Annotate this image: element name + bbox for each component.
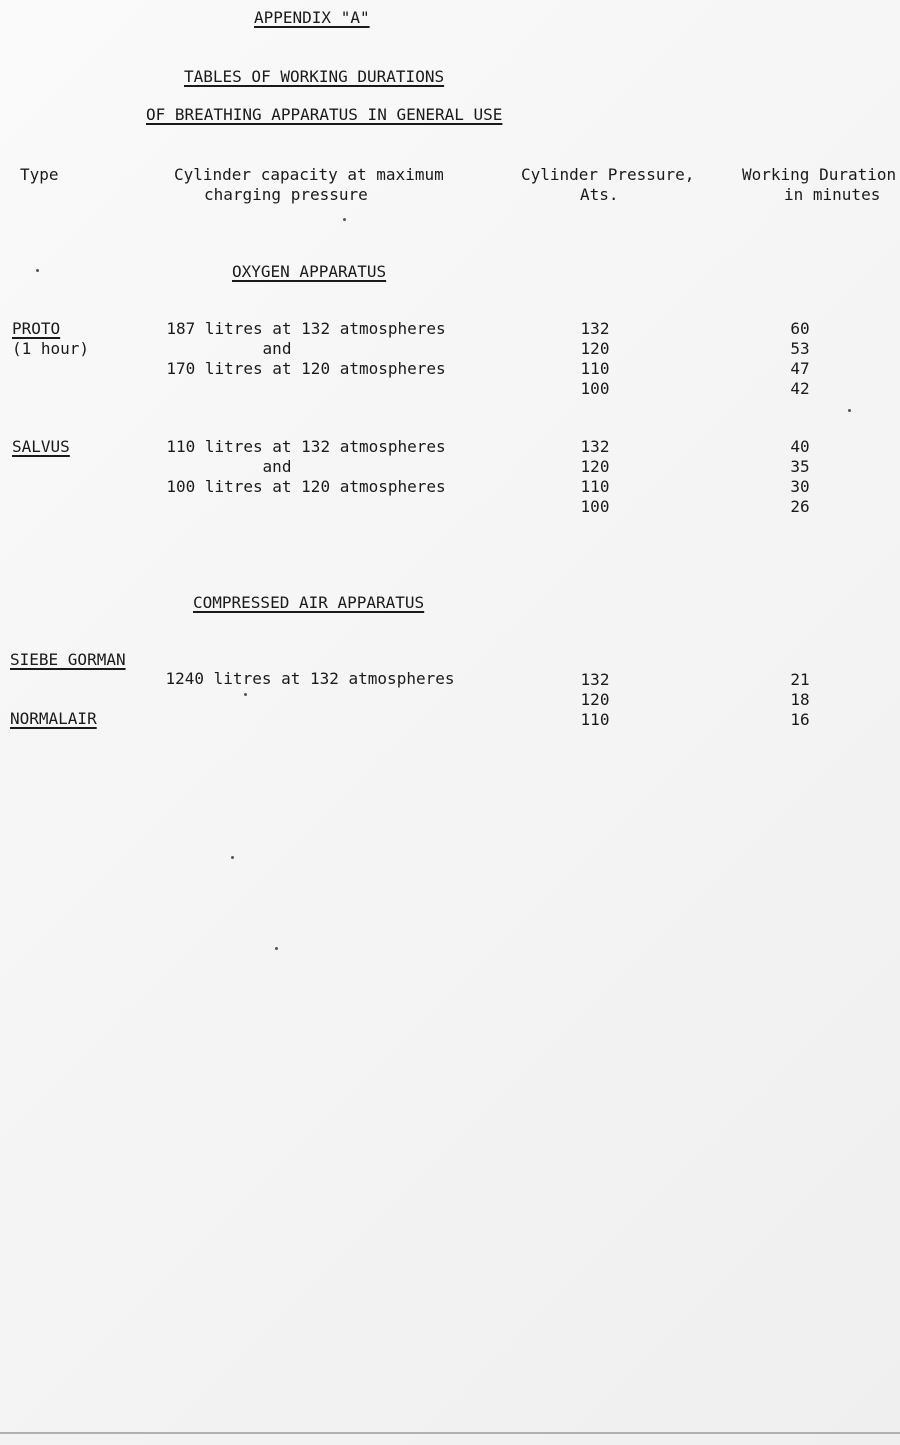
duration-value: 53 <box>790 339 810 358</box>
page-bottom-edge <box>0 1432 900 1434</box>
col-header-type: Type <box>20 165 59 184</box>
title-line-2: OF BREATHING APPARATUS IN GENERAL USE <box>146 105 503 124</box>
col-header-capacity-line2: charging pressure <box>204 185 368 204</box>
apparatus-sub-proto: (1 hour) <box>12 339 90 358</box>
paper-speck <box>244 693 247 696</box>
apparatus-name-proto: PROTO <box>12 319 61 338</box>
capacity-text: 1240 litres at 132 atmospheres <box>165 669 455 688</box>
paper-speck <box>275 947 278 950</box>
duration-value: 21 <box>790 670 810 689</box>
apparatus-name-salvus: SALVUS <box>12 437 70 456</box>
duration-value: 18 <box>790 690 810 709</box>
pressure-value: 132 <box>580 319 610 338</box>
duration-value: 16 <box>790 710 810 729</box>
capacity-text: 170 litres at 120 atmospheres <box>166 359 446 378</box>
capacity-text: and <box>262 457 292 476</box>
duration-value: 35 <box>790 457 810 476</box>
title-line-1: TABLES OF WORKING DURATIONS <box>184 67 445 86</box>
appendix-title: APPENDIX "A" <box>254 8 370 27</box>
pressure-value: 132 <box>580 437 610 456</box>
duration-value: 40 <box>790 437 810 456</box>
capacity-text: 110 litres at 132 atmospheres <box>166 437 446 456</box>
col-header-duration-line1: Working Duration <box>742 165 897 184</box>
duration-value: 30 <box>790 477 810 496</box>
capacity-text: 100 litres at 120 atmospheres <box>166 477 446 496</box>
paper-speck <box>343 218 346 221</box>
col-header-duration-line2: in minutes <box>784 185 881 204</box>
paper-speck <box>231 856 234 859</box>
pressure-value: 120 <box>580 339 610 358</box>
apparatus-name-normalair: NORMALAIR <box>10 709 97 728</box>
pressure-value: 120 <box>580 457 610 476</box>
duration-value: 47 <box>790 359 810 378</box>
section-heading-oxygen: OXYGEN APPARATUS <box>232 262 387 281</box>
capacity-text: and <box>262 339 292 358</box>
col-header-capacity-line1: Cylinder capacity at maximum <box>174 165 444 184</box>
pressure-value: 100 <box>580 497 610 516</box>
apparatus-name-siebe-gorman: SIEBE GORMAN <box>10 650 126 669</box>
paper-speck <box>848 409 851 412</box>
pressure-value: 110 <box>580 477 610 496</box>
pressure-value: 110 <box>580 710 610 729</box>
pressure-value: 120 <box>580 690 610 709</box>
pressure-value: 100 <box>580 379 610 398</box>
section-heading-compressed-air: COMPRESSED AIR APPARATUS <box>193 593 425 612</box>
duration-value: 26 <box>790 497 810 516</box>
col-header-pressure-line1: Cylinder Pressure, <box>521 165 695 184</box>
duration-value: 42 <box>790 379 810 398</box>
pressure-value: 132 <box>580 670 610 689</box>
capacity-text: 187 litres at 132 atmospheres <box>166 319 446 338</box>
col-header-pressure-line2: Ats. <box>580 185 619 204</box>
duration-value: 60 <box>790 319 810 338</box>
paper-speck <box>36 269 39 272</box>
pressure-value: 110 <box>580 359 610 378</box>
